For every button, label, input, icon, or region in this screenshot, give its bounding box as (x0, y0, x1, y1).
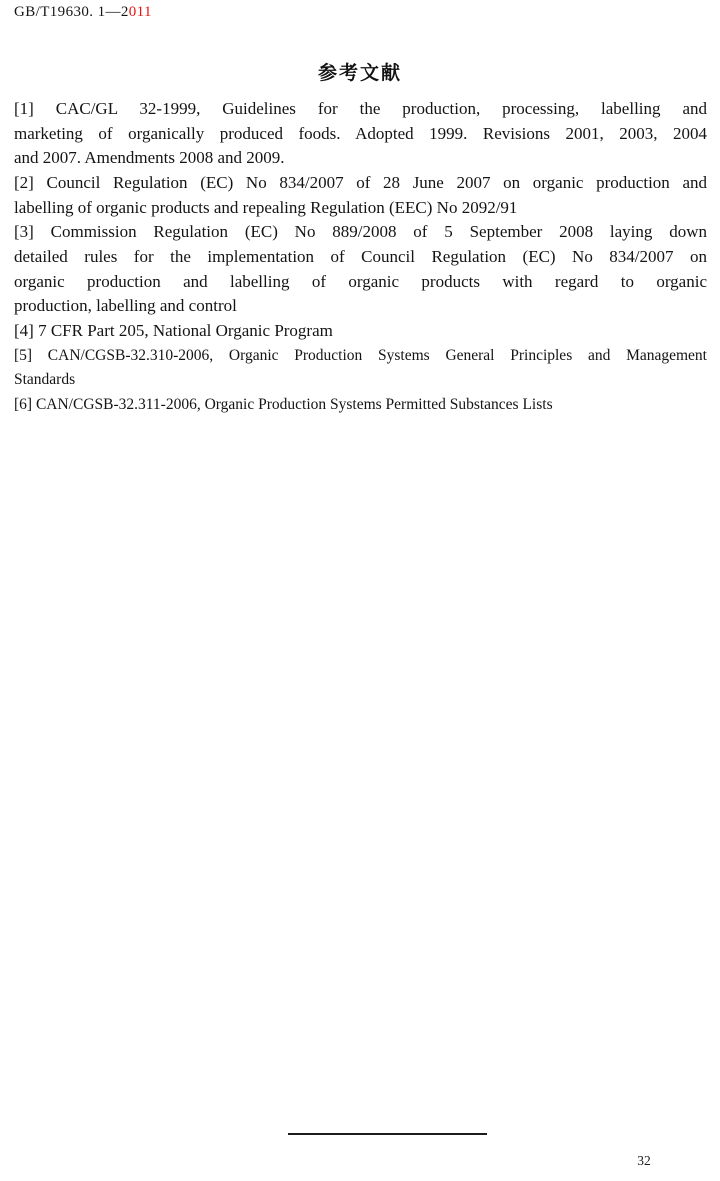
reference-1-line-2: marketing of organically produced foods. Adopted 1999. Revisions 2001, 2003, 2004 (14, 123, 707, 143)
reference-3-line-1: [3] Commission Regulation (EC) No 889/2008 of 5 September 2008 laying down (14, 222, 707, 242)
reference-5-line-1: [5] CAN/CGSB-32.310-2006, Organic Production Systems General Principles and Management (14, 346, 707, 364)
reference-5-line-2: Standards (14, 371, 76, 389)
reference-4-line-1: [4] 7 CFR Part 205, National Organic Program (14, 320, 333, 340)
reference-3-line-2: detailed rules for the implementation of Council Regulation (EC) No 834/2007 on (14, 246, 707, 266)
running-header (14, 4, 152, 21)
reference-2-line-1: [2] Council Regulation (EC) No 834/2007 of 28 June 2007 on organic production and (14, 172, 707, 192)
reference-2-line-2: labelling of organic products and repealing Regulation (EEC) No 2092/91 (14, 197, 518, 217)
references-list (14, 97, 707, 418)
reference-1-line-1: [1] CAC/GL 32-1999, Guidelines for the production, processing, labelling and (14, 99, 707, 118)
reference-3-line-4: production, labelling and control (14, 296, 237, 316)
doc-code-year-red: 011 (128, 4, 152, 20)
page-number: 32 (637, 1153, 651, 1168)
section-title: 参考文献 (317, 62, 402, 84)
reference-3-line-3: organic production and labelling of organic products with regard to organic (14, 271, 707, 291)
reference-6-line-1: [6] CAN/CGSB-32.311-2006, Organic Production Systems Permitted Substances Lists (14, 395, 553, 413)
footer-divider-line (288, 1133, 487, 1135)
reference-1-line-3: and 2007. Amendments 2008 and 2009. (14, 148, 285, 168)
doc-code: GB/T19630. 1—2 (14, 4, 129, 20)
